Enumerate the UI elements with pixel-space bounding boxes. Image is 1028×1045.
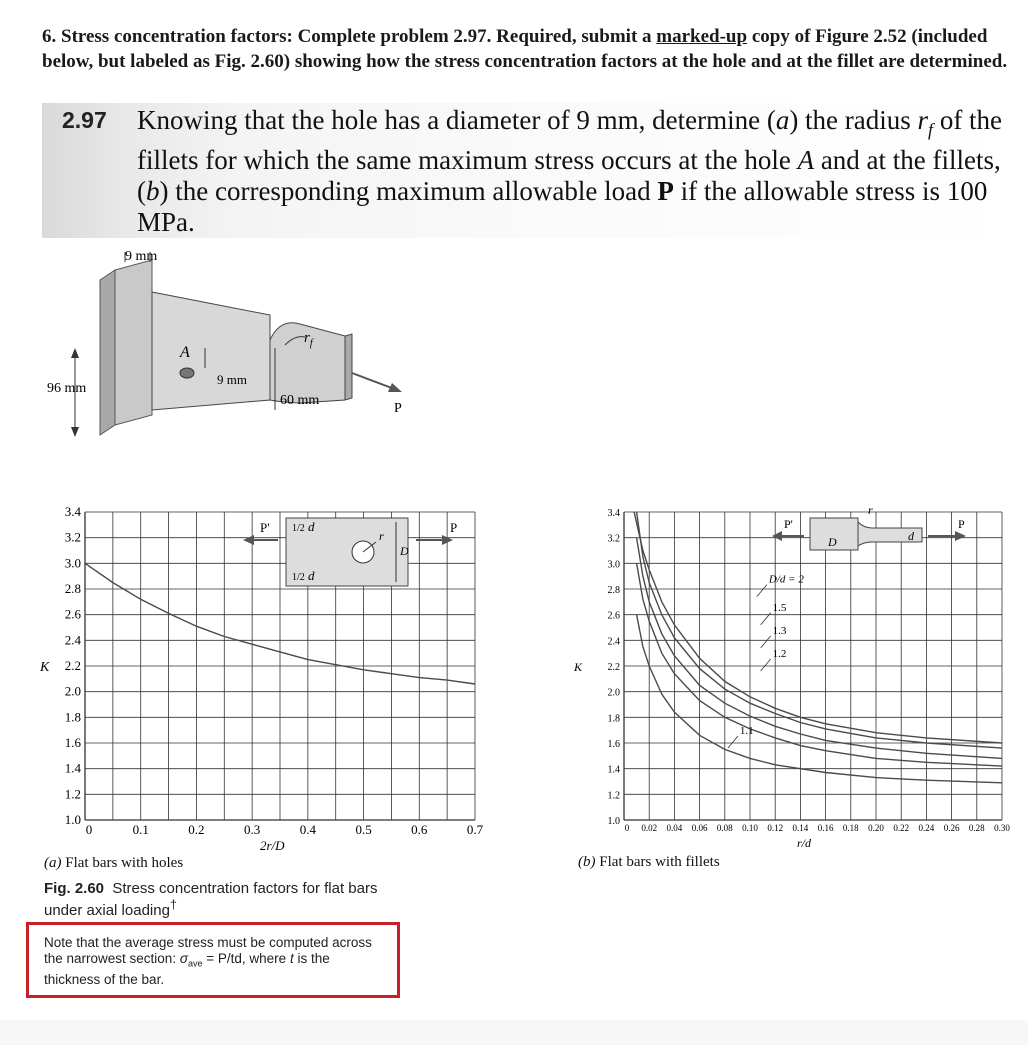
series-label: 1.2: [772, 648, 787, 661]
problem-text-part: Knowing that the hole has a diameter of 9 mm, determine (: [137, 105, 776, 135]
inset-arrow-left-head: [772, 531, 782, 541]
x-tick-label: 0.16: [817, 823, 834, 833]
caption-a-text: Flat bars with holes: [61, 855, 184, 871]
x-tick-label: 0.2: [188, 822, 205, 837]
x-tick-label: 0: [85, 822, 93, 837]
label-A: A: [180, 344, 190, 361]
y-tick-label: 3.0: [607, 559, 620, 571]
intro-text-2: copy of Figure 2.52 (included below, but labeled as Fig. 2.60) showing how the stress concentration factors at the hole and at the fillet are determined.: [42, 26, 1008, 72]
chart-a-inset: [243, 518, 457, 586]
y-tick-label: 1.0: [607, 816, 620, 827]
problem-text-part: ) the radius: [789, 105, 918, 135]
figure-label: Fig. 2.60: [44, 880, 105, 897]
series-label: D/d = 2: [768, 573, 804, 586]
figure-caption-text: Stress concentration factors for flat bars under axial loading: [44, 880, 378, 919]
x-tick-label: 0.3: [244, 822, 261, 837]
page-bottom-strip: [0, 1020, 1028, 1045]
caption-a-letter: (a): [44, 855, 62, 871]
problem-text-part: if the allowable stress is 100 MPa.: [137, 176, 988, 238]
note-part: Note that the average stress must be computed across the narrowest section:: [44, 935, 372, 966]
x-tick-label: 0.06: [691, 823, 708, 833]
y-tick-label: 2.0: [607, 687, 620, 699]
chart-a-grid: [85, 512, 475, 820]
y-tick-label: 2.4: [64, 632, 81, 648]
x-tick-label: 0.26: [943, 823, 960, 833]
y-tick-label: 2.2: [64, 658, 81, 673]
caption-b-letter: (b): [578, 854, 596, 870]
series-label-leader: [728, 736, 738, 748]
chart-flat-bars-fillets: [572, 500, 1022, 855]
y-tick-label: 2.6: [607, 610, 620, 622]
figure-dagger: †: [169, 898, 177, 912]
chart-a-xlabel: 2r/D: [260, 838, 285, 853]
chart-a-ticks: [65, 504, 484, 837]
dim-thickness: 9 mm: [125, 249, 158, 264]
chart-b-grid: [624, 512, 1002, 820]
y-tick-label: 2.6: [64, 606, 81, 622]
load-arrow-head: [388, 383, 402, 392]
dim-width-left: 96 mm: [47, 381, 87, 396]
y-tick-label: 1.8: [64, 709, 81, 725]
x-tick-label: 0.4: [299, 822, 316, 837]
inset-P-right: P: [450, 520, 458, 535]
y-tick-label: 2.8: [607, 585, 620, 596]
note-part: =: [202, 951, 218, 966]
y-tick-label: 2.4: [607, 636, 620, 648]
wall-support: [115, 260, 152, 425]
chart-a-caption: [44, 855, 183, 872]
note-sigma: σ: [179, 951, 188, 966]
x-tick-label: 0.1: [132, 822, 149, 837]
problem-text-part: and at the fillets, (: [137, 145, 1001, 207]
y-tick-label: 1.6: [607, 739, 620, 750]
inset-d-bottom: d: [308, 568, 315, 583]
y-tick-label: 1.4: [607, 764, 620, 776]
dim-width-right: 60 mm: [280, 393, 320, 408]
series-line: [637, 563, 1002, 766]
inset-D: D: [400, 544, 409, 558]
y-tick-label: 3.2: [64, 529, 81, 545]
series-label: 1.3: [772, 624, 787, 637]
problem-var-r-sub: f: [928, 119, 934, 140]
y-tick-label: 1.2: [64, 786, 81, 802]
note-part: , where: [241, 951, 290, 966]
intro-text-1: 6. Stress concentration factors: Complete problem 2.97. Required, submit a: [42, 26, 657, 47]
bar-illustration: [40, 240, 430, 450]
intro-underlined: marked-up: [656, 26, 748, 47]
y-tick-label: 1.2: [607, 790, 620, 802]
chart-b-caption: [578, 854, 720, 871]
problem-text-part: of the fillets for which the same maximum stress occurs at the hole: [137, 105, 1003, 176]
note-t-var: t: [289, 951, 294, 966]
chart-b-ticks: [608, 508, 1011, 833]
inset-d-top: d: [308, 519, 315, 534]
y-tick-label: 2.8: [64, 581, 81, 596]
wall-side: [100, 270, 115, 435]
x-tick-label: 0.12: [767, 823, 784, 833]
figure-caption: [44, 880, 404, 919]
arrow-head: [71, 427, 79, 437]
note-formula: P/td: [217, 951, 242, 966]
series-label-leader: [761, 636, 771, 648]
x-tick-label: 0.22: [893, 823, 910, 833]
hole-A: [180, 368, 194, 378]
x-tick-label: 0.6: [411, 822, 428, 837]
problem-statement: [42, 103, 1017, 238]
problem-text: [137, 105, 1017, 238]
label-P: P: [394, 401, 402, 416]
y-tick-label: 3.0: [64, 555, 81, 571]
inset-half-top: 1/2: [292, 523, 305, 534]
y-tick-label: 1.6: [64, 735, 81, 750]
y-tick-label: 1.0: [64, 812, 81, 827]
inset-P-right: P: [958, 517, 965, 531]
chart-flat-bars-holes: [38, 500, 498, 855]
y-tick-label: 1.4: [64, 760, 81, 776]
x-tick-label: 0.08: [716, 823, 733, 833]
inset-r: r: [868, 503, 873, 517]
arrow-head: [71, 348, 79, 358]
inset-r: r: [379, 529, 384, 543]
y-tick-label: 1.8: [607, 713, 620, 725]
inset-P-left: P': [784, 517, 793, 531]
x-tick-label: 0.14: [792, 823, 809, 833]
chart-b-xlabel: r/d: [797, 836, 812, 850]
y-tick-label: 3.4: [607, 508, 620, 519]
note-text: [44, 935, 389, 988]
chart-b-inset: [772, 503, 966, 550]
y-tick-label: 3.2: [607, 533, 620, 545]
x-tick-label: 0.10: [742, 823, 758, 833]
y-tick-label: 3.4: [64, 504, 81, 519]
x-tick-label: 0.28: [968, 823, 985, 833]
x-tick-label: 0.7: [466, 822, 484, 837]
inset-d: d: [908, 529, 914, 543]
problem-part-a: a: [775, 105, 790, 135]
series-label-leader: [757, 585, 767, 597]
note-part: is the thickness of the bar.: [44, 951, 330, 987]
x-tick-label: 0.02: [641, 823, 658, 833]
inset-arrow-right-head: [955, 531, 966, 541]
series-label: 1.5: [772, 601, 787, 614]
x-tick-label: 0.18: [842, 823, 859, 833]
chart-b-series-labels: [728, 574, 804, 748]
inset-half-bottom: 1/2: [292, 572, 305, 583]
inset-arrow-left-head: [243, 535, 254, 545]
x-tick-label: 0: [624, 823, 630, 833]
x-tick-label: 0.30: [994, 823, 1010, 833]
assignment-instructions: [42, 24, 1017, 74]
series-label: 1.1: [739, 725, 754, 738]
note-highlight-box: [26, 922, 400, 998]
y-tick-label: 2.2: [607, 662, 620, 673]
problem-var-A: A: [797, 145, 815, 176]
problem-number: 2.97: [62, 107, 107, 133]
problem-part-b: b: [146, 176, 160, 207]
chart-a-ylabel: K: [40, 660, 50, 675]
bar-wide-section: [152, 292, 270, 410]
bar-end-face: [345, 334, 352, 400]
problem-var-P: P: [657, 176, 674, 207]
note-sigma-sub: ave: [187, 958, 203, 969]
x-tick-label: 0.04: [666, 823, 683, 833]
x-tick-label: 0.20: [868, 823, 884, 833]
x-tick-label: 0.24: [918, 823, 935, 833]
series-label-leader: [761, 659, 771, 671]
problem-text-part: ) the corresponding maximum allowable load: [159, 176, 658, 207]
label-rf: $r_f$: [304, 330, 313, 349]
x-tick-label: 0.5: [355, 822, 372, 837]
caption-b-text: Flat bars with fillets: [595, 854, 720, 870]
series-line: [637, 615, 1002, 783]
chart-b-ylabel: K: [574, 660, 583, 674]
chart-b-series: [634, 512, 1002, 783]
dim-hole: 9 mm: [217, 372, 247, 387]
y-tick-label: 2.0: [64, 683, 81, 699]
inset-D: D: [828, 535, 837, 549]
inset-P-left: P': [260, 520, 270, 535]
problem-var-r: r: [917, 105, 929, 135]
